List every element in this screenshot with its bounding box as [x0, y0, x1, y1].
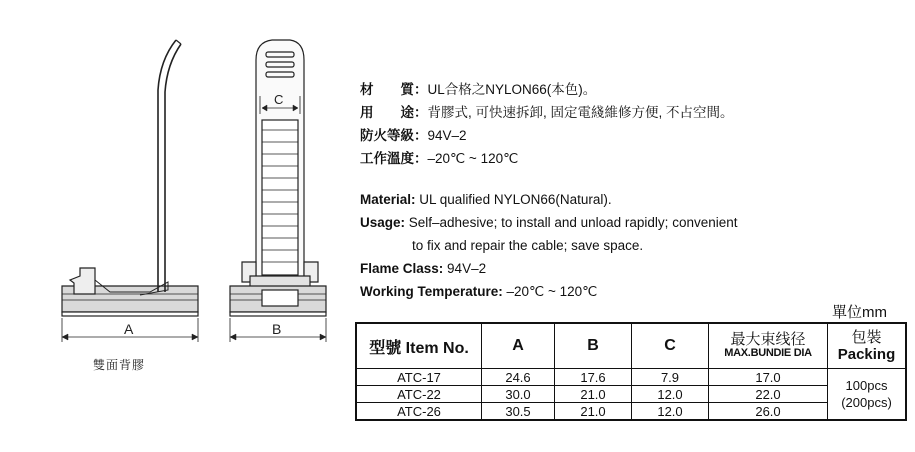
spec-cn-flame [360, 124, 738, 147]
spec-en-flame [360, 257, 738, 280]
table-row [356, 369, 906, 386]
cell-b: 21.0 [555, 403, 632, 421]
unit-label: 單位mm [832, 304, 887, 321]
spec-value: 94V–2 [443, 261, 487, 276]
technical-drawing [0, 0, 340, 452]
header-pack-en: Packing [837, 346, 896, 363]
header-packing [828, 323, 907, 369]
cell-b: 17.6 [555, 369, 632, 386]
packing-qty: 100pcs [845, 378, 888, 393]
cell-max: 22.0 [709, 386, 828, 403]
spec-value: 背膠式, 可快速拆卸, 固定電綫維修方便, 不占空間。 [427, 105, 734, 120]
packing-qty-alt: (200pcs) [841, 395, 892, 410]
adhesive-caption: 雙面背膠 [93, 358, 146, 372]
header-pack-cn: 包裝 [851, 329, 882, 346]
spec-en-usage [360, 211, 738, 234]
header-max-en: MAX.BUNDIE DIA [724, 347, 812, 359]
header-b: B [555, 323, 632, 369]
table-header-row [356, 323, 906, 369]
header-max-cn: 最大束线径 [730, 331, 806, 348]
header-a: A [482, 323, 555, 369]
spec-cn-material [360, 78, 738, 101]
header-item-en: Item No. [401, 339, 469, 357]
cell-packing [828, 369, 907, 421]
header-item [356, 323, 482, 369]
spec-en-temp [360, 280, 738, 303]
cell-b: 21.0 [555, 386, 632, 403]
cell-item: ATC-26 [356, 403, 482, 421]
spec-key: 工作溫度： [360, 151, 428, 166]
spec-value: Self–adhesive; to install and unload rapidly; convenient [405, 215, 738, 230]
spec-value: 94V–2 [427, 128, 467, 143]
spec-cn-temp [360, 147, 738, 170]
spec-key: 防火等級： [360, 128, 428, 143]
cell-c: 12.0 [632, 386, 709, 403]
cell-max: 26.0 [709, 403, 828, 421]
cell-a: 30.5 [482, 403, 555, 421]
spec-en-usage-cont: to fix and repair the cable; save space. [412, 238, 644, 253]
cell-a: 30.0 [482, 386, 555, 403]
spec-value: –20℃ ~ 120℃ [502, 284, 598, 299]
spec-value: –20℃ ~ 120℃ [427, 151, 519, 166]
cell-item: ATC-22 [356, 386, 482, 403]
cell-max: 17.0 [709, 369, 828, 386]
side-view [62, 40, 198, 342]
table-row [356, 386, 906, 403]
spec-en-material [360, 188, 738, 211]
dim-c-label: C [274, 92, 284, 107]
spec-value: UL合格之NYLON66(本色)。 [427, 82, 597, 97]
spec-table [355, 322, 907, 421]
cell-item: ATC-17 [356, 369, 482, 386]
cell-a: 24.6 [482, 369, 555, 386]
header-item-cn: 型號 [369, 339, 402, 357]
front-view [230, 40, 326, 342]
spec-key: 用 途： [360, 105, 428, 120]
spec-cn-usage [360, 101, 738, 124]
table-row [356, 403, 906, 421]
dim-b-label: B [272, 321, 282, 337]
cell-c: 12.0 [632, 403, 709, 421]
spec-key: Working Temperature: [360, 284, 503, 299]
spec-key: Usage: [360, 215, 406, 230]
header-c: C [632, 323, 709, 369]
specifications [360, 78, 738, 303]
dim-a-label: A [124, 321, 134, 337]
spec-key: Flame Class: [360, 261, 444, 276]
header-max-bundle [709, 323, 828, 369]
spec-key: 材 質： [360, 82, 428, 97]
spec-key: Material: [360, 192, 416, 207]
spec-value: UL qualified NYLON66(Natural). [415, 192, 612, 207]
cell-c: 7.9 [632, 369, 709, 386]
